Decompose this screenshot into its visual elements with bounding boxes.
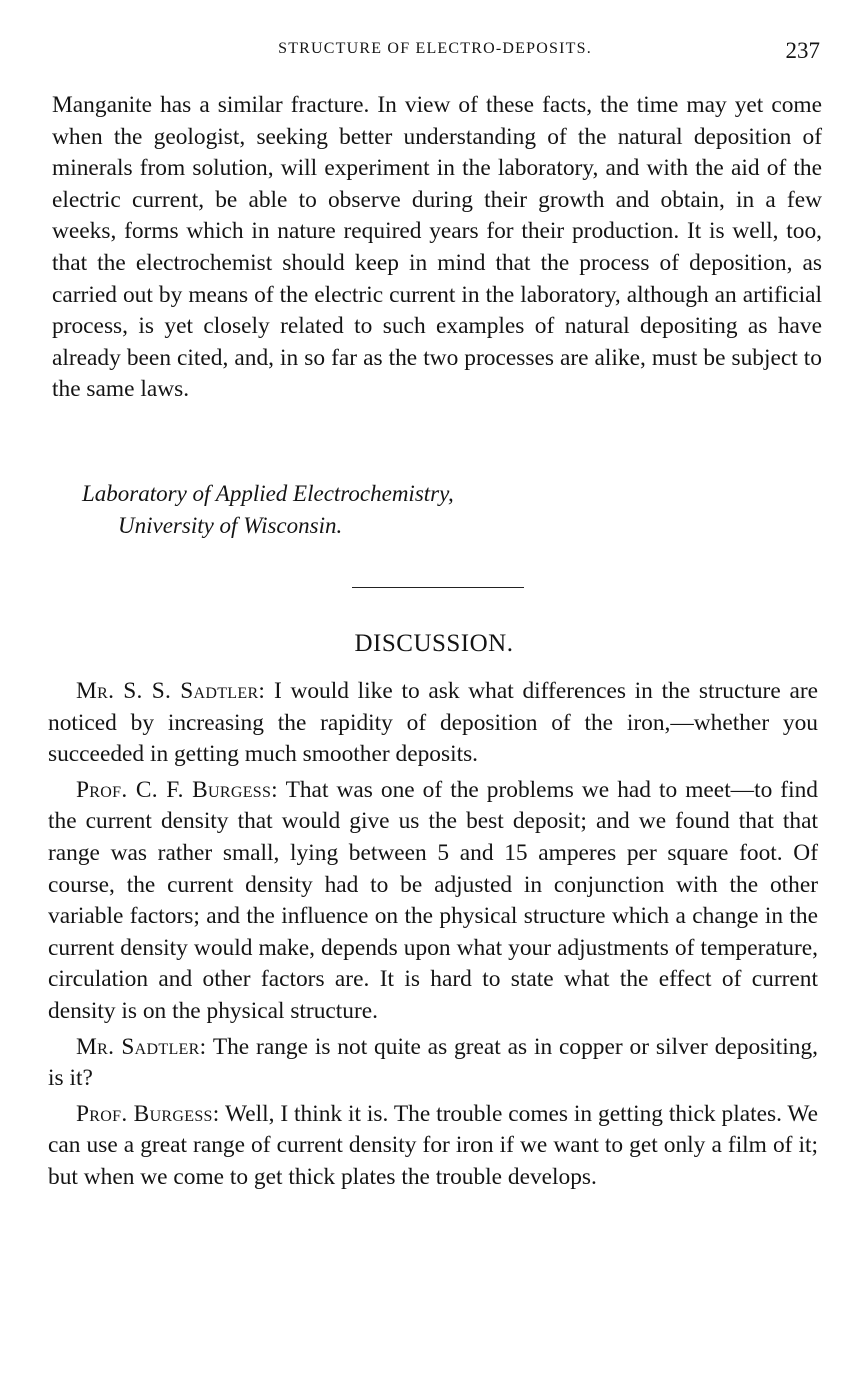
discussion-heading: DISCUSSION. xyxy=(354,630,514,657)
speaker-name: Mr. Sadtler: xyxy=(76,1033,207,1060)
speaker-name: Mr. S. S. Sadtler: xyxy=(76,678,266,704)
speech-text: Well, I think it is. The trouble comes in getting thick plates. We can use a great range of current density for iron if we want to get only a film of it; but when we come to get thick plates the trouble develops. xyxy=(48,1100,818,1190)
speech-text: I would like to ask what differences in the structure are noticed by increasing the rapidity of deposition of the iron,—whether you succeeded in getting much smoother deposits. xyxy=(48,678,818,768)
affiliation-line-1: Laboratory of Applied Electrochemistry, xyxy=(82,481,454,506)
running-head xyxy=(50,38,820,66)
discussion-entry xyxy=(48,1099,818,1194)
closing-paragraph-block xyxy=(52,90,822,406)
affiliation-line-2: University of Wisconsin. xyxy=(118,513,343,538)
speaker-name: Prof. C. F. Burgess: xyxy=(76,776,278,803)
discussion-body xyxy=(48,676,818,1198)
speech-text: That was one of the problems we had to meet—to find the current density that would give us the best deposit; and we found that that range was rather small, lying between 5 and 15 amperes per square foot. Of course, the current density had to be adjusted in conjunction with the other variable factors; and the influence on the physical structure which a change in the current density would make, depends upon what your adjustments of temperature, circulation and other factors are. It is hard to state what the effect of current density is on the physical structure. xyxy=(48,776,818,1024)
speaker-name: Prof. Burgess: xyxy=(76,1100,220,1127)
page-number: 237 xyxy=(785,38,820,63)
section-divider xyxy=(352,587,524,588)
discussion-entry xyxy=(48,775,818,1028)
running-title: STRUCTURE OF ELECTRO-DEPOSITS. xyxy=(278,40,592,57)
speech-text: The range is not quite as great as in copper or silver depositing, is it? xyxy=(48,1033,818,1092)
discussion-entry xyxy=(48,1032,818,1095)
closing-paragraph: Manganite has a similar fracture. In view of these facts, the time may yet come when the geologist, seeking better understanding of the natural deposition of minerals from solution, will experiment in the laboratory, and with the aid of the electric current, be able to observe during their growth and obtain, in a few weeks, forms which in nature required years for their production. It is well, too, that the electrochemist should keep in mind that the process of deposition, as carried out by means of the electric current in the laboratory, although an artificial process, is yet closely related to such examples of natural depositing as have already been cited, and, in so far as the two processes are alike, must be subject to the same laws. xyxy=(52,92,822,403)
discussion-entry xyxy=(48,676,818,771)
